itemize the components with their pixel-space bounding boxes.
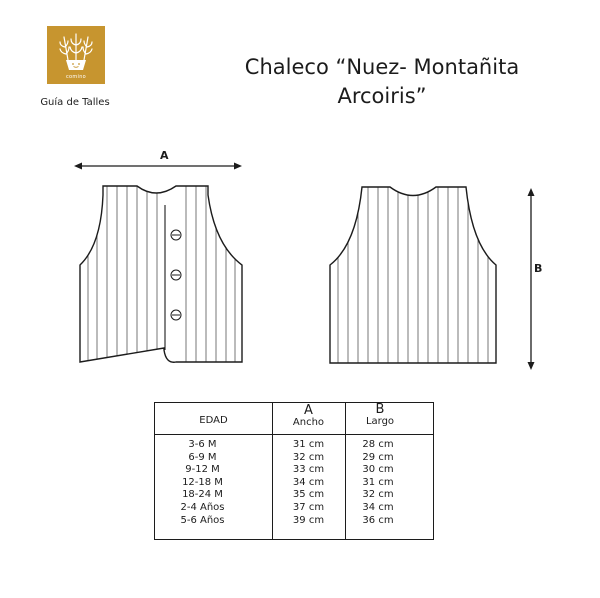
title-line-1: Chaleco “Nuez- Montañita xyxy=(244,55,520,79)
ancho-column xyxy=(272,439,345,527)
largo-cell: 29 cm xyxy=(362,451,394,463)
ancho-cell: 37 cm xyxy=(292,501,325,513)
header-ancho xyxy=(272,405,345,429)
edad-column xyxy=(155,439,250,527)
ancho-cell: 33 cm xyxy=(292,464,325,476)
largo-cell: 28 cm xyxy=(362,439,394,450)
header-ancho-letter: A xyxy=(304,403,313,418)
table-header-divider xyxy=(155,434,433,435)
largo-cell: 36 cm xyxy=(362,514,394,526)
ancho-cell: 39 cm xyxy=(292,514,325,526)
dimension-label-b: B xyxy=(534,262,543,275)
logo-caption: Guía de Talles xyxy=(40,97,110,108)
largo-column xyxy=(345,439,411,527)
largo-cell: 31 cm xyxy=(362,476,394,488)
button-icon xyxy=(171,310,181,320)
ancho-cell: 32 cm xyxy=(292,451,325,463)
header-largo-word: Largo xyxy=(365,416,395,427)
edad-cell: 3-6 M xyxy=(188,439,217,450)
edad-cell: 18-24 M xyxy=(182,489,223,501)
largo-cell: 32 cm xyxy=(362,489,394,501)
title-line-2: Arcoiris” xyxy=(337,84,427,108)
brand-word: comino xyxy=(65,74,87,80)
header-ancho-word: Ancho xyxy=(292,417,325,428)
edad-cell: 12-18 M xyxy=(182,476,223,488)
button-icon xyxy=(171,270,181,280)
button-icon xyxy=(171,230,181,240)
edad-cell: 5-6 Años xyxy=(180,514,225,526)
width-dimension-arrow xyxy=(74,163,242,170)
largo-cell: 30 cm xyxy=(362,464,394,476)
ancho-cell: 34 cm xyxy=(292,476,325,488)
ancho-cell: 31 cm xyxy=(292,439,325,450)
header-largo-letter: B xyxy=(375,402,385,417)
vest-front-drawing xyxy=(80,180,242,370)
edad-cell: 6-9 M xyxy=(188,451,217,463)
largo-cell: 34 cm xyxy=(362,501,394,513)
dimension-label-a: A xyxy=(160,149,169,162)
size-table xyxy=(154,402,434,540)
header-edad: EDAD xyxy=(199,415,228,426)
ancho-cell: 35 cm xyxy=(292,489,325,501)
header-largo xyxy=(345,404,415,428)
vest-back-drawing xyxy=(330,180,496,370)
edad-cell: 2-4 Años xyxy=(180,501,225,513)
edad-cell: 9-12 M xyxy=(185,464,220,476)
length-dimension-arrow xyxy=(528,188,535,370)
